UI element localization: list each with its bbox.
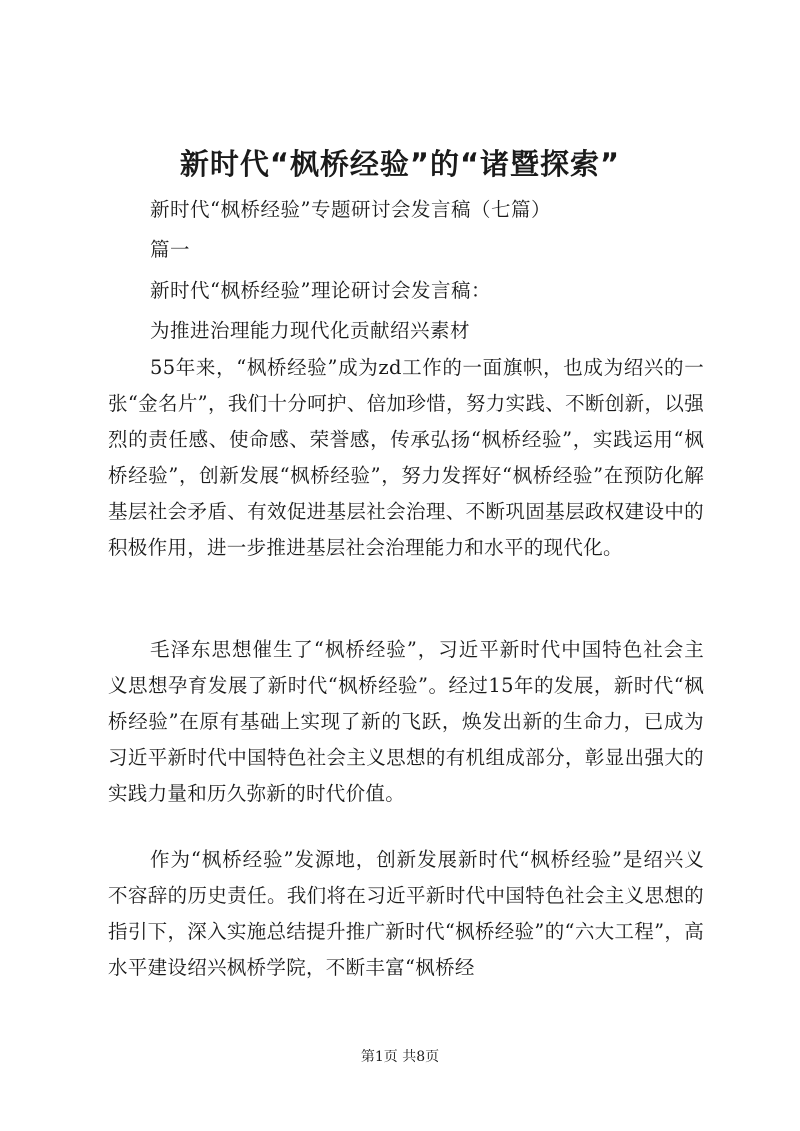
subheading-symposium: 新时代“枫桥经验”专题研讨会发言稿（七篇） <box>150 198 551 221</box>
body-paragraph: 毛泽东思想催生了“枫桥经验”，习近平新时代中国特色社会主义思想孕育发展了新时代“枫桥经验”。经过15年的发展，新时代“枫桥经验”在原有基础上实现了新的飞跃，焕发出新的生命力，已成为习近平新时代中国特色社会主义思想的有机组成部分，彰显出强大的实践力量和历久弥新的时代价值。 <box>108 638 704 805</box>
document-title: 新时代“枫桥经验”的“诸暨探索” <box>179 147 621 181</box>
subheading-part-one: 篇一 <box>150 238 191 261</box>
body-paragraph: 作为“枫桥经验”发源地，创新发展新时代“枫桥经验”是绍兴义不容辞的历史责任。我们将在习近平新时代中国特色社会主义思想的指引下，深入实施总结提升推广新时代“枫桥经验”的“六大工程”，高水平建设绍兴枫桥学院，不断丰富“枫桥经 <box>108 848 704 979</box>
body-paragraph: 55年来，“枫桥经验”成为zd工作的一面旗帜，也成为绍兴的一张“金名片”，我们十分呵护、倍加珍惜，努力实践、不断创新，以强烈的责任感、使命感、荣誉感，传承弘扬“枫桥经验”，实践运用“枫桥经验”，创新发展“枫桥经验”，努力发挥好“枫桥经验”在预防化解基层社会矛盾、有效促进基层社会治理、不断巩固基层政权建设中的积极作用，进一步推进基层社会治理能力和水平的现代化。 <box>108 356 704 559</box>
subheading-speech-title: 新时代“枫桥经验”理论研讨会发言稿： <box>150 279 491 302</box>
page-indicator: 第1页 共8页 <box>360 1049 440 1065</box>
subheading-speech-subtitle: 为推进治理能力现代化贡献绍兴素材 <box>150 319 471 342</box>
